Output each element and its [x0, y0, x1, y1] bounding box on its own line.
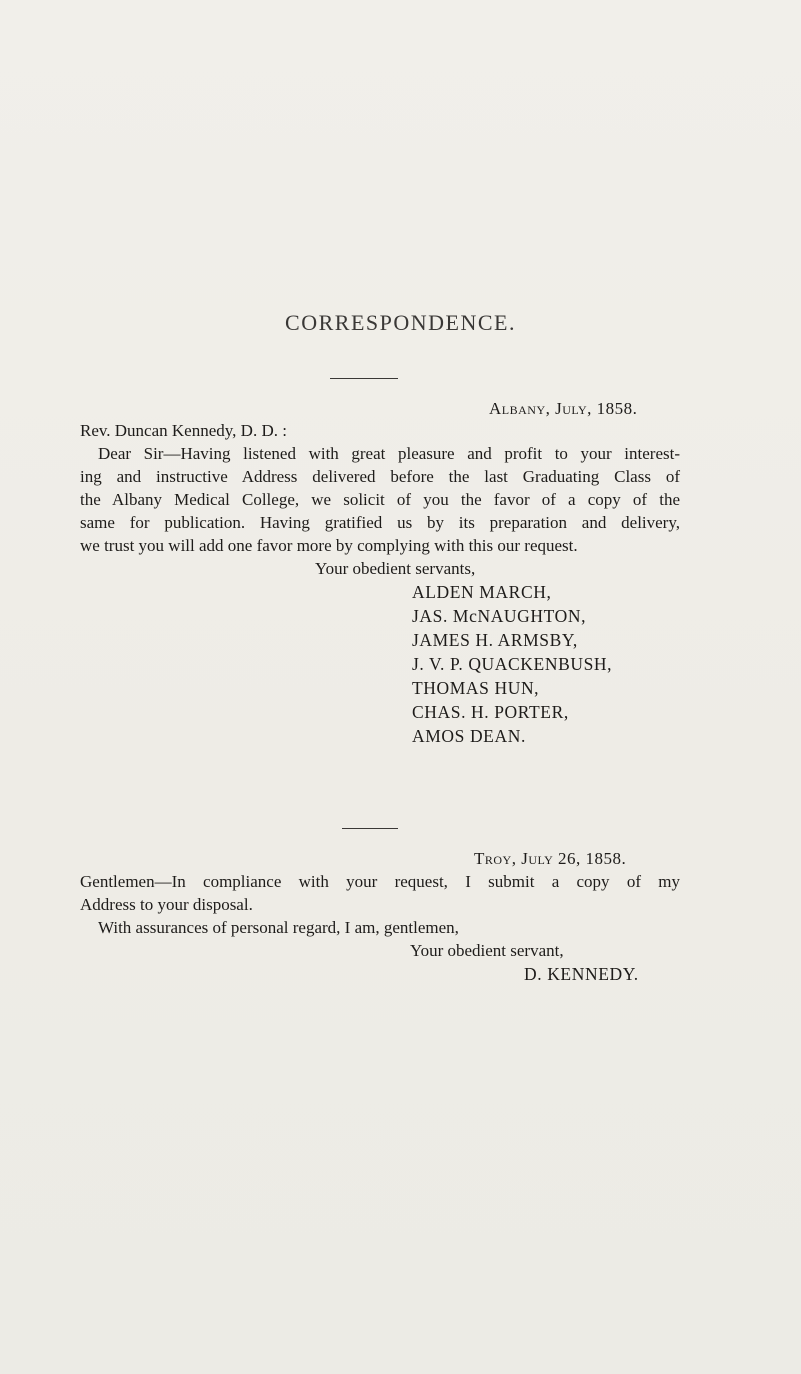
letter2-signature: D. KENNEDY.: [524, 964, 639, 984]
divider-rule: [342, 828, 398, 829]
letter2-closing: Your obedient servant,: [410, 941, 564, 960]
divider-rule: [330, 378, 398, 379]
letter1-body-line: ing and instructive Address delivered before the last Graduating Class of: [80, 467, 680, 486]
letter1-closing: Your obedient servants,: [315, 559, 476, 578]
letter1-body-line: Dear Sir—Having listened with great pleasure and profit to your interest-: [98, 444, 680, 463]
signatory-name: AMOS DEAN.: [412, 726, 526, 746]
signatory-name: CHAS. H. PORTER,: [412, 702, 569, 722]
letter1-body-line: the Albany Medical College, we solicit of you the favor of a copy of the: [80, 490, 680, 509]
letter2-body-line: Address to your disposal.: [80, 895, 253, 914]
letter1-body-line: we trust you will add one favor more by complying with this our request.: [80, 536, 578, 555]
letter1-body-line: same for publication. Having gratified us by its preparation and delivery,: [80, 513, 680, 532]
letter2-body-line: With assurances of personal regard, I am, gentlemen,: [98, 918, 459, 937]
letter2-dateline: Troy, July 26, 1858.: [474, 849, 627, 868]
signatory-name: JAS. McNAUGHTON,: [412, 606, 587, 626]
signatory-name: ALDEN MARCH,: [412, 582, 552, 602]
page-title: CORRESPONDENCE.: [285, 310, 516, 335]
letter2-body-line: Gentlemen—In compliance with your request, I submit a copy of my: [80, 872, 680, 891]
signatory-name: JAMES H. ARMSBY,: [412, 630, 578, 650]
letter1-salutation: Rev. Duncan Kennedy, D. D. :: [80, 421, 287, 440]
signatory-name: THOMAS HUN,: [412, 678, 540, 698]
signatory-name: J. V. P. QUACKENBUSH,: [412, 654, 613, 674]
letter1-dateline: Albany, July, 1858.: [489, 399, 638, 418]
